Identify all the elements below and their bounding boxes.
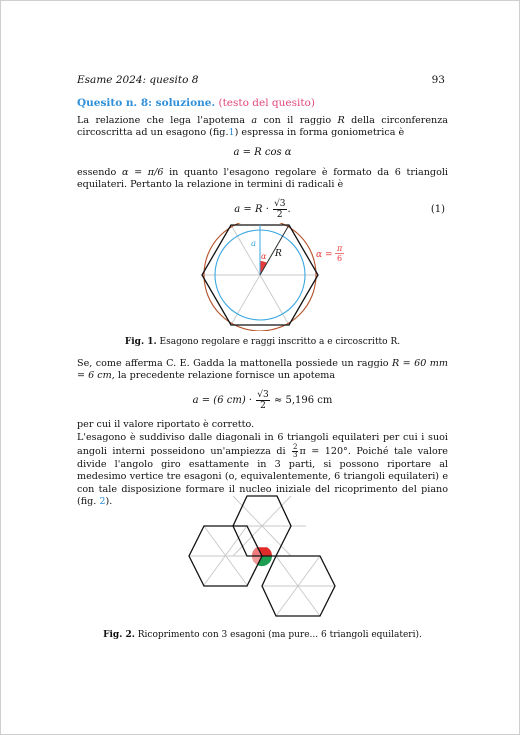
eq3-fraction (256, 390, 269, 411)
figure-2-caption (77, 630, 448, 640)
figure-1-hexagon (201, 223, 351, 331)
fig1-alpha-eq: α = (316, 250, 333, 260)
eq3-lhs: a = (6 cm) · (192, 395, 253, 406)
solution-heading: Quesito n. 8: soluzione. (77, 97, 216, 109)
p5-text-c: ). (105, 495, 113, 507)
p1-sym-a: a (251, 115, 258, 126)
eq3-den: 2 (260, 401, 266, 411)
p5-frac-den: 3 (293, 451, 298, 460)
p1-text-c: della circonferenza circoscritta ad un esagono (fig. (77, 115, 448, 139)
p3-R-eq: R = 60 mm = 6 cm (77, 358, 448, 382)
fig2-ref-link[interactable]: 2 (99, 495, 106, 507)
p2-text-b: in quanto l'esagono regolare è formato da 6 triangoli equilateri. Pertanto la relazione in termini di radicali è (77, 167, 448, 191)
equation-1: a = R cos α (233, 147, 292, 158)
header-title: Esame 2024: quesito 8 (77, 74, 199, 86)
eq3-rhs: ≈ 5,196 cm (273, 395, 333, 406)
fig1-label-a: a (251, 239, 257, 249)
eq2-fraction (273, 199, 286, 220)
fig1-caption-text: Esagono regolare e raggi inscritto a e circoscritto R. (159, 337, 401, 347)
equation-2 (77, 199, 448, 220)
fig2-caption-text: Ricoprimento con 3 esagoni (ma pure... 6 triangoli equilateri). (137, 630, 422, 640)
fig1-alpha-den: 6 (337, 254, 343, 263)
p2-text-a: essendo (77, 167, 117, 178)
p1-text-d: ) espressa in forma goniometrica è (234, 127, 405, 139)
fig1-alpha-num: π (337, 244, 343, 253)
question-text-link[interactable]: (testo del quesito) (218, 97, 315, 109)
paragraph-3 (77, 358, 448, 382)
p5-text-a: L'esagono è suddiviso dalle diagonali in 6 triangoli equilateri per cui i suoi angoli interni posseidono un'ampiezza di (77, 432, 448, 458)
figure-2-tiling (187, 495, 337, 625)
eq3-num: √3 (257, 390, 269, 400)
figure-1-caption (77, 337, 448, 347)
p3-text-a: Se, come afferma C. E. Gadda la mattonella possiede un raggio (77, 358, 389, 369)
p2-alpha-eq: α = π/6 (121, 167, 164, 178)
p1-sym-R: R (337, 115, 345, 126)
eq2-den: 2 (276, 210, 283, 220)
page-number: 93 (431, 74, 445, 86)
section-heading (77, 97, 315, 109)
eq2-num: √3 (274, 199, 286, 209)
paragraph-2 (77, 167, 448, 191)
p5-text-b: π = 120°. Poiché tale valore divide l'angolo giro esattamente in 3 parti, si possono riportare al medesimo vertice tre esagoni (o, equivalentemente, 6 triangoli equilateri) e con tale disposizione formare il nucleo iniziale del ricoprimento del piano (fig. (77, 446, 448, 507)
running-header (77, 74, 445, 86)
eq2-end: . (287, 204, 291, 215)
p5-fraction (292, 444, 298, 459)
equation-3 (77, 390, 448, 411)
p1-text-a: La relazione che lega l'apotema (77, 115, 245, 126)
fig1-ref-link[interactable]: 1 (228, 127, 235, 139)
eq2-lhs: a = R · (234, 204, 269, 215)
paragraph-4: per cui il valore riportato è corretto. (77, 419, 255, 430)
p5-frac-num: 2 (293, 443, 298, 452)
fig1-label-alpha: α (261, 252, 267, 261)
p1-text-b: con il raggio (263, 115, 332, 126)
p3-text-b: , la precedente relazione fornisce un apotema (111, 370, 336, 382)
fig1-label-R: R (275, 249, 282, 259)
fig1-caption-label: Fig. 1. (124, 337, 157, 347)
paragraph-1 (77, 115, 448, 139)
equation-number-1: (1) (430, 204, 445, 215)
fig2-caption-label: Fig. 2. (103, 630, 135, 640)
